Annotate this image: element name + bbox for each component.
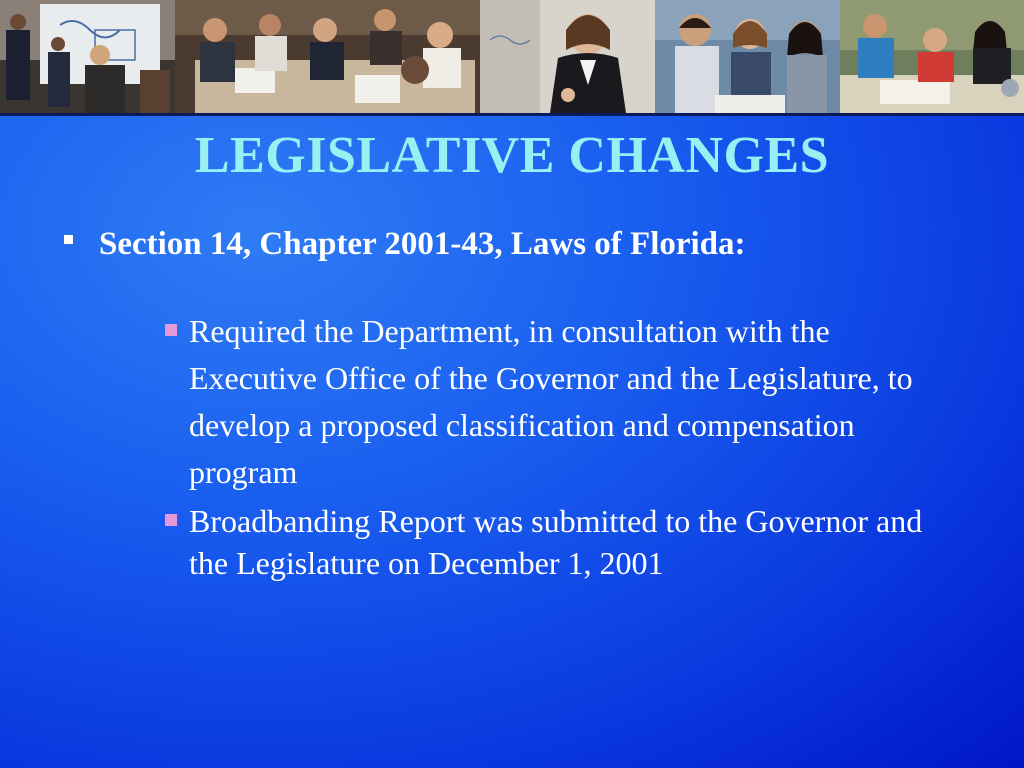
sub-bullet-list: [165, 308, 955, 588]
main-bullet-text: Section 14, Chapter 2001-43, Laws of Florida:: [99, 226, 746, 262]
photo-banner: [0, 0, 1024, 116]
sub-bullet-text: Broadbanding Report was submitted to the Governor and the Legislature on December 1, 2001: [189, 503, 923, 581]
slide-title: LEGISLATIVE CHANGES: [194, 127, 830, 184]
pink-square-bullet-icon: [165, 514, 177, 526]
team-reviewing-photo: [655, 0, 840, 113]
sub-bullet-item: [165, 500, 955, 584]
square-bullet-icon: [64, 235, 73, 244]
sub-bullet-text: Required the Department, in consultation with the Executive Office of the Governor and the Legislature, to develop a proposed classification and compensation program: [189, 313, 913, 490]
presentation-whiteboard-photo: [0, 0, 175, 113]
pink-square-bullet-icon: [165, 324, 177, 336]
main-bullet: [64, 226, 984, 263]
students-workspace-photo: [840, 0, 1024, 113]
sub-bullet-item: [165, 308, 955, 496]
meeting-table-photo: [175, 0, 480, 113]
businesswoman-photo: [480, 0, 655, 113]
